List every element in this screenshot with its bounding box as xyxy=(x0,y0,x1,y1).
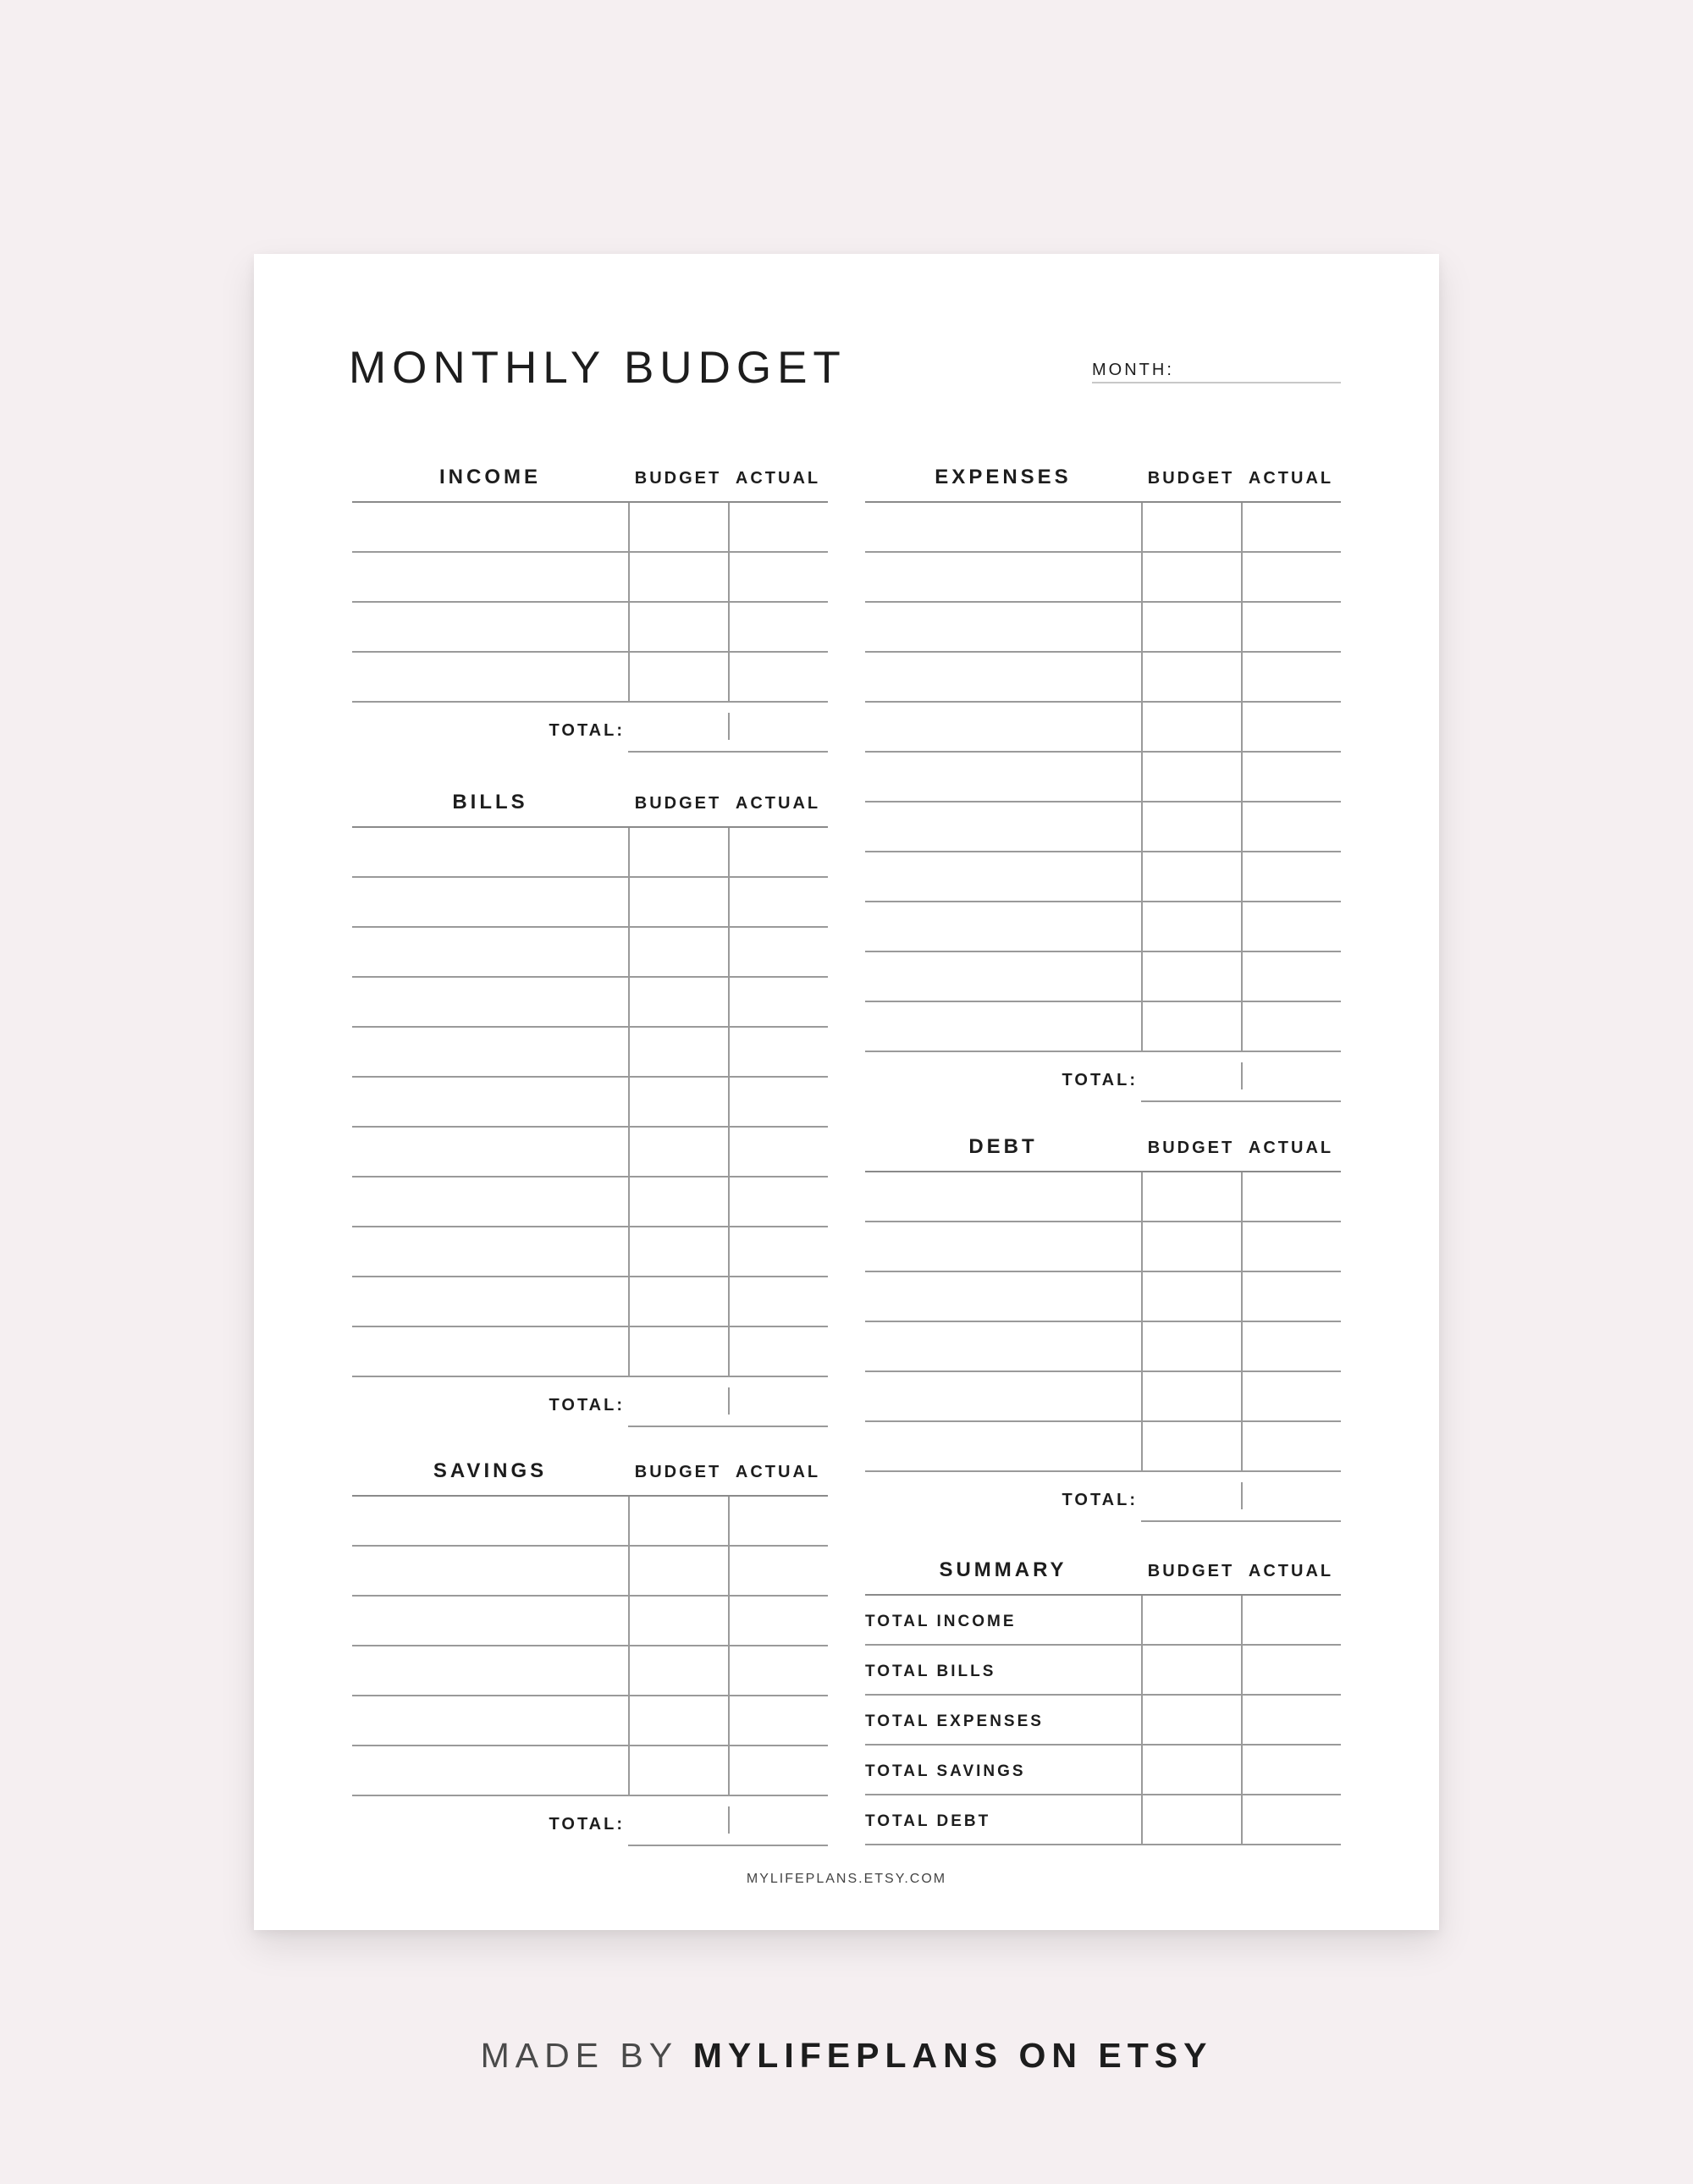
actual-cell[interactable] xyxy=(1241,1272,1341,1321)
actual-cell[interactable] xyxy=(728,1177,828,1226)
item-name-cell[interactable] xyxy=(865,1172,1141,1221)
actual-cell[interactable] xyxy=(1241,1372,1341,1420)
total-label: TOTAL: xyxy=(549,721,625,740)
item-name-cell[interactable] xyxy=(352,603,628,651)
table-row xyxy=(352,878,828,928)
item-name-cell[interactable] xyxy=(865,753,1141,801)
expenses-table xyxy=(865,501,1341,1052)
actual-cell[interactable] xyxy=(1241,802,1341,851)
table-row xyxy=(352,1597,828,1646)
item-name-cell[interactable] xyxy=(865,1002,1141,1051)
item-name-cell[interactable] xyxy=(865,553,1141,601)
budget-cell[interactable] xyxy=(628,503,728,551)
total-label: TOTAL: xyxy=(549,1396,625,1415)
item-name-cell[interactable] xyxy=(865,503,1141,551)
item-name-cell[interactable] xyxy=(352,878,628,926)
actual-cell[interactable] xyxy=(1241,1696,1341,1744)
income-total-field[interactable] xyxy=(628,751,828,753)
budget-cell[interactable] xyxy=(1141,753,1241,801)
caption-shop-name: MYLIFEPLANS ON ETSY xyxy=(692,2036,1213,2075)
budget-cell[interactable] xyxy=(628,1646,728,1695)
income-section xyxy=(352,450,828,752)
budget-cell[interactable] xyxy=(1141,1172,1241,1221)
budget-cell[interactable] xyxy=(1141,703,1241,751)
summary-heading: SUMMARY xyxy=(939,1558,1067,1581)
actual-cell[interactable] xyxy=(728,878,828,926)
budget-cell[interactable] xyxy=(628,1597,728,1645)
caption-made-by: MADE BY xyxy=(480,2036,678,2075)
actual-cell[interactable] xyxy=(1241,553,1341,601)
total-separator xyxy=(728,1387,730,1415)
table-row xyxy=(352,1646,828,1696)
page-title: MONTHLY BUDGET xyxy=(349,343,846,393)
table-row xyxy=(865,1372,1341,1422)
table-row xyxy=(865,1222,1341,1272)
budget-cell[interactable] xyxy=(1141,952,1241,1001)
total-label: TOTAL: xyxy=(549,1815,625,1834)
actual-cell[interactable] xyxy=(728,1128,828,1176)
actual-cell[interactable] xyxy=(728,553,828,601)
budget-cell[interactable] xyxy=(1141,902,1241,951)
budget-cell[interactable] xyxy=(1141,852,1241,901)
table-row xyxy=(865,1272,1341,1322)
item-name-cell[interactable] xyxy=(865,802,1141,851)
budget-column-label: BUDGET xyxy=(1147,1139,1235,1157)
actual-cell[interactable] xyxy=(728,828,828,876)
table-row xyxy=(352,1497,828,1547)
table-row xyxy=(352,653,828,703)
table-row xyxy=(352,1028,828,1078)
total-separator xyxy=(1241,1482,1243,1509)
table-row xyxy=(865,653,1341,703)
actual-cell[interactable] xyxy=(728,1277,828,1326)
budget-column-label: BUDGET xyxy=(1147,1562,1235,1580)
actual-cell[interactable] xyxy=(728,1227,828,1276)
item-name-cell[interactable] xyxy=(865,1222,1141,1271)
table-row xyxy=(352,828,828,878)
expenses-section xyxy=(865,450,1341,1101)
item-name-cell[interactable] xyxy=(865,653,1141,701)
summary-section xyxy=(865,1543,1341,1845)
actual-column-label: ACTUAL xyxy=(1248,469,1334,488)
table-row xyxy=(865,603,1341,653)
budget-cell[interactable] xyxy=(1141,1372,1241,1420)
item-name-cell[interactable] xyxy=(352,1497,628,1545)
item-name-cell[interactable] xyxy=(352,1327,628,1376)
budget-cell[interactable] xyxy=(628,1497,728,1545)
expenses-total-field[interactable] xyxy=(1141,1100,1341,1102)
actual-cell[interactable] xyxy=(1241,1795,1341,1844)
actual-cell[interactable] xyxy=(1241,1646,1341,1694)
table-row xyxy=(352,1277,828,1327)
item-name-cell[interactable] xyxy=(352,1646,628,1695)
item-name-cell[interactable] xyxy=(352,503,628,551)
item-name-cell[interactable] xyxy=(865,1795,1141,1844)
actual-cell[interactable] xyxy=(1241,952,1341,1001)
table-row xyxy=(352,1177,828,1227)
item-name-cell[interactable] xyxy=(865,1372,1141,1420)
expenses-heading: EXPENSES xyxy=(935,466,1072,488)
item-name-cell[interactable] xyxy=(352,1547,628,1595)
actual-cell[interactable] xyxy=(1241,1222,1341,1271)
item-name-cell[interactable] xyxy=(352,1696,628,1745)
actual-cell[interactable] xyxy=(1241,1002,1341,1051)
item-name-cell[interactable] xyxy=(352,1177,628,1226)
item-name-cell[interactable] xyxy=(352,553,628,601)
total-label: TOTAL: xyxy=(1062,1491,1138,1509)
actual-column-label: ACTUAL xyxy=(735,469,821,488)
actual-cell[interactable] xyxy=(728,1746,828,1795)
item-name-cell[interactable] xyxy=(352,1128,628,1176)
item-name-cell[interactable] xyxy=(865,703,1141,751)
item-name-cell[interactable] xyxy=(352,1277,628,1326)
savings-total xyxy=(352,1796,828,1845)
savings-heading: SAVINGS xyxy=(433,1459,548,1482)
budget-cell[interactable] xyxy=(628,1327,728,1376)
item-name-cell[interactable] xyxy=(865,852,1141,901)
item-name-cell[interactable] xyxy=(352,928,628,976)
actual-column-label: ACTUAL xyxy=(735,794,821,813)
summary-row-label: TOTAL INCOME xyxy=(865,1613,1017,1630)
actual-cell[interactable] xyxy=(728,1646,828,1695)
budget-cell[interactable] xyxy=(628,1547,728,1595)
total-label: TOTAL: xyxy=(1062,1071,1138,1089)
actual-cell[interactable] xyxy=(728,603,828,651)
table-row xyxy=(352,503,828,553)
actual-cell[interactable] xyxy=(1241,1422,1341,1470)
item-name-cell[interactable] xyxy=(865,1746,1141,1794)
actual-cell[interactable] xyxy=(728,1327,828,1376)
item-name-cell[interactable] xyxy=(865,1322,1141,1371)
budget-column-label: BUDGET xyxy=(634,794,722,813)
item-name-cell[interactable] xyxy=(352,1746,628,1795)
table-row xyxy=(865,1646,1341,1696)
budget-cell[interactable] xyxy=(628,603,728,651)
debt-total xyxy=(865,1472,1341,1521)
actual-cell[interactable] xyxy=(1241,1172,1341,1221)
table-row xyxy=(865,1322,1341,1372)
budget-cell[interactable] xyxy=(628,1078,728,1126)
actual-cell[interactable] xyxy=(728,1597,828,1645)
item-name-cell[interactable] xyxy=(865,1696,1141,1744)
budget-cell[interactable] xyxy=(628,1128,728,1176)
income-heading: INCOME xyxy=(439,466,541,488)
item-name-cell[interactable] xyxy=(352,978,628,1026)
debt-table xyxy=(865,1171,1341,1472)
actual-cell[interactable] xyxy=(1241,703,1341,751)
actual-cell[interactable] xyxy=(1241,1746,1341,1794)
table-row xyxy=(352,1078,828,1128)
budget-cell[interactable] xyxy=(628,828,728,876)
footer-url: MYLIFEPLANS.ETSY.COM xyxy=(746,1872,947,1886)
table-row xyxy=(352,1327,828,1377)
total-separator xyxy=(728,1806,730,1834)
budget-cell[interactable] xyxy=(628,1277,728,1326)
bills-total-field[interactable] xyxy=(628,1426,828,1427)
budget-cell[interactable] xyxy=(1141,1272,1241,1321)
bills-section xyxy=(352,775,828,1426)
budget-sheet xyxy=(254,254,1439,1930)
table-row xyxy=(352,1227,828,1277)
actual-cell[interactable] xyxy=(728,978,828,1026)
actual-cell[interactable] xyxy=(1241,753,1341,801)
budget-cell[interactable] xyxy=(1141,1696,1241,1744)
bills-heading: BILLS xyxy=(452,791,528,813)
item-name-cell[interactable] xyxy=(352,828,628,876)
budget-cell[interactable] xyxy=(1141,1746,1241,1794)
actual-cell[interactable] xyxy=(728,1078,828,1126)
actual-column-label: ACTUAL xyxy=(735,1463,821,1481)
budget-cell[interactable] xyxy=(1141,1322,1241,1371)
month-label: MONTH: xyxy=(1092,361,1174,379)
budget-cell[interactable] xyxy=(628,1227,728,1276)
table-row xyxy=(865,1795,1341,1845)
table-row xyxy=(865,753,1341,802)
item-name-cell[interactable] xyxy=(865,1422,1141,1470)
item-name-cell[interactable] xyxy=(865,1272,1141,1321)
table-row xyxy=(865,1746,1341,1795)
budget-cell[interactable] xyxy=(628,878,728,926)
item-name-cell[interactable] xyxy=(352,1227,628,1276)
actual-column-label: ACTUAL xyxy=(1248,1139,1334,1157)
budget-cell[interactable] xyxy=(628,553,728,601)
table-row xyxy=(865,1422,1341,1472)
budget-cell[interactable] xyxy=(1141,653,1241,701)
table-row xyxy=(352,928,828,978)
table-row xyxy=(352,1746,828,1796)
table-row xyxy=(352,553,828,603)
table-row xyxy=(865,852,1341,902)
total-separator xyxy=(728,713,730,740)
actual-column-label: ACTUAL xyxy=(1248,1562,1334,1580)
month-field[interactable] xyxy=(1092,382,1341,383)
actual-cell[interactable] xyxy=(1241,603,1341,651)
actual-cell[interactable] xyxy=(728,1497,828,1545)
table-row xyxy=(865,1696,1341,1746)
budget-cell[interactable] xyxy=(1141,503,1241,551)
item-name-cell[interactable] xyxy=(865,902,1141,951)
budget-cell[interactable] xyxy=(1141,1222,1241,1271)
budget-cell[interactable] xyxy=(628,978,728,1026)
actual-cell[interactable] xyxy=(728,1696,828,1745)
savings-total-field[interactable] xyxy=(628,1845,828,1846)
actual-cell[interactable] xyxy=(728,653,828,701)
budget-column-label: BUDGET xyxy=(634,1463,722,1481)
table-row xyxy=(865,1596,1341,1646)
savings-section xyxy=(352,1444,828,1845)
debt-total-field[interactable] xyxy=(1141,1520,1341,1522)
item-name-cell[interactable] xyxy=(352,653,628,701)
income-table xyxy=(352,501,828,703)
budget-column-label: BUDGET xyxy=(1147,469,1235,488)
caption xyxy=(0,2036,1693,2076)
budget-cell[interactable] xyxy=(1141,1422,1241,1470)
item-name-cell[interactable] xyxy=(865,1646,1141,1694)
actual-cell[interactable] xyxy=(728,1547,828,1595)
actual-cell[interactable] xyxy=(728,503,828,551)
budget-cell[interactable] xyxy=(628,653,728,701)
table-row xyxy=(865,952,1341,1002)
item-name-cell[interactable] xyxy=(352,1597,628,1645)
budget-cell[interactable] xyxy=(1141,1596,1241,1644)
budget-cell[interactable] xyxy=(628,928,728,976)
summary-row-label: TOTAL EXPENSES xyxy=(865,1712,1044,1730)
summary-row-label: TOTAL BILLS xyxy=(865,1663,996,1680)
bills-total xyxy=(352,1377,828,1426)
table-row xyxy=(865,802,1341,852)
budget-cell[interactable] xyxy=(1141,603,1241,651)
budget-cell[interactable] xyxy=(1141,1646,1241,1694)
debt-heading: DEBT xyxy=(968,1135,1038,1158)
actual-cell[interactable] xyxy=(1241,503,1341,551)
actual-cell[interactable] xyxy=(1241,653,1341,701)
summary-table xyxy=(865,1594,1341,1845)
actual-cell[interactable] xyxy=(1241,852,1341,901)
debt-section xyxy=(865,1120,1341,1521)
table-row xyxy=(352,603,828,653)
summary-row-label: TOTAL SAVINGS xyxy=(865,1762,1026,1780)
item-name-cell[interactable] xyxy=(865,603,1141,651)
actual-cell[interactable] xyxy=(1241,902,1341,951)
budget-cell[interactable] xyxy=(628,1746,728,1795)
table-row xyxy=(865,703,1341,753)
table-row xyxy=(865,1002,1341,1052)
table-row xyxy=(865,503,1341,553)
budget-cell[interactable] xyxy=(628,1177,728,1226)
actual-cell[interactable] xyxy=(1241,1596,1341,1644)
table-row xyxy=(865,902,1341,952)
expenses-total xyxy=(865,1052,1341,1101)
total-separator xyxy=(1241,1062,1243,1089)
budget-cell[interactable] xyxy=(628,1696,728,1745)
table-row xyxy=(865,553,1341,603)
budget-cell[interactable] xyxy=(1141,1002,1241,1051)
table-row xyxy=(352,1547,828,1597)
item-name-cell[interactable] xyxy=(865,1596,1141,1644)
item-name-cell[interactable] xyxy=(865,952,1141,1001)
actual-cell[interactable] xyxy=(728,928,828,976)
table-row xyxy=(865,1172,1341,1222)
actual-cell[interactable] xyxy=(728,1028,828,1076)
savings-table xyxy=(352,1495,828,1796)
item-name-cell[interactable] xyxy=(352,1078,628,1126)
income-total xyxy=(352,703,828,752)
actual-cell[interactable] xyxy=(1241,1322,1341,1371)
budget-cell[interactable] xyxy=(1141,802,1241,851)
table-row xyxy=(352,1696,828,1746)
budget-cell[interactable] xyxy=(1141,553,1241,601)
summary-row-label: TOTAL DEBT xyxy=(865,1812,991,1830)
budget-cell[interactable] xyxy=(628,1028,728,1076)
table-row xyxy=(352,978,828,1028)
item-name-cell[interactable] xyxy=(352,1028,628,1076)
budget-column-label: BUDGET xyxy=(634,469,722,488)
bills-table xyxy=(352,826,828,1377)
budget-cell[interactable] xyxy=(1141,1795,1241,1844)
table-row xyxy=(352,1128,828,1177)
